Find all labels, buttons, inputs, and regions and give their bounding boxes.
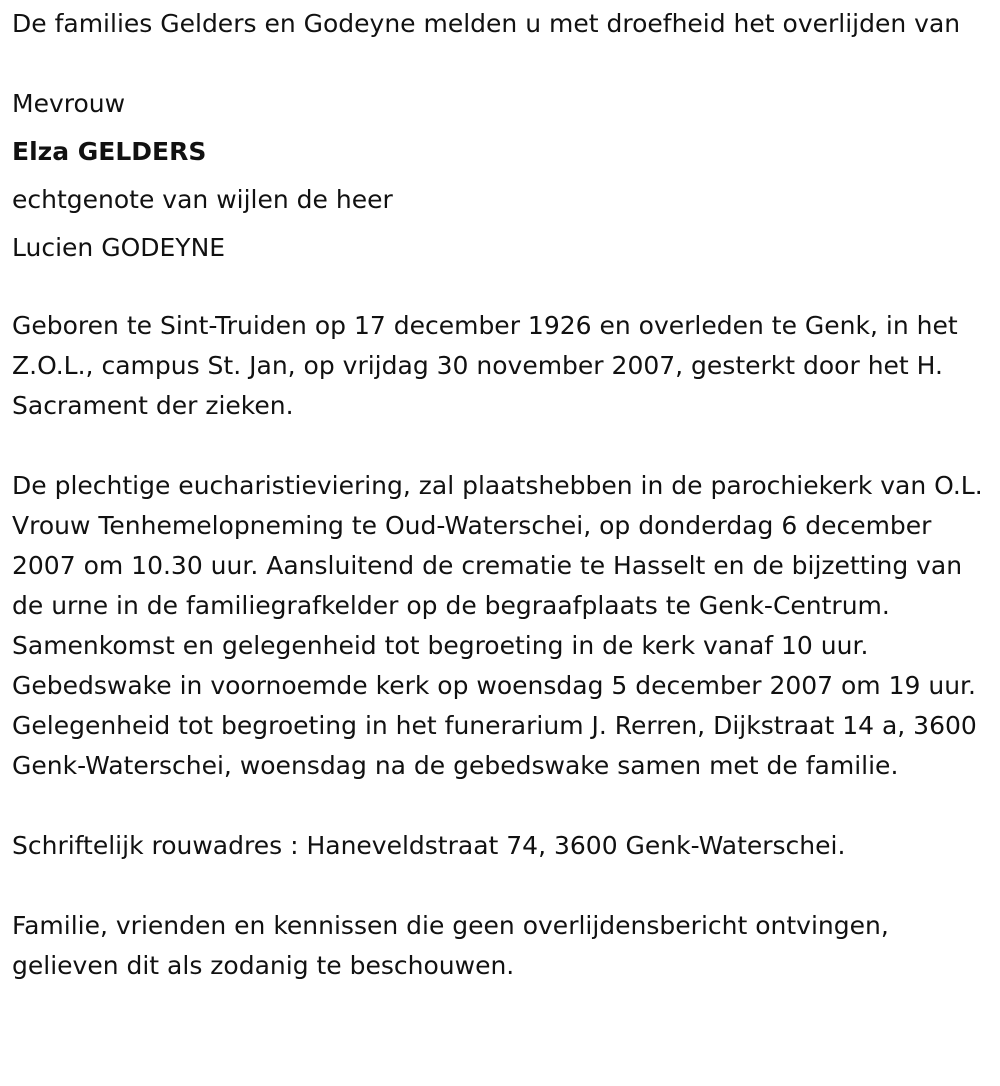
- ceremony-paragraph: De plechtige eucharistieviering, zal plaatshebben in de parochiekerk van O.L. Vrouw Tenhemelopneming te Oud-Waterschei, op donderdag 6 december 2007 om 10.30 uur. Aansluitend de crematie te Hasselt en de bijzetting van de urne in de familiegrafkelder op de begraafplaats te Genk-Centrum. Samenkomst en gelegenheid tot begroeting in de kerk vanaf 10 uur. Gebedswake in voornoemde kerk op woensdag 5 december 2007 om 19 uur. Gelegenheid tot begroeting in het funerarium J. Rerren, Dijkstraat 14 a, 3600 Genk-Waterschei, woensdag na de gebedswake samen met de familie.: [12, 471, 983, 780]
- spacer: [12, 44, 987, 84]
- spouse-name: Lucien GODEYNE: [12, 233, 226, 262]
- spacer: [12, 276, 987, 306]
- closing-paragraph: Familie, vrienden en kennissen die geen overlijdensbericht ontvingen, gelieven dit als zodanig te beschouwen.: [12, 911, 889, 980]
- intro-text: De families Gelders en Godeyne melden u met droefheid het overlijden van: [12, 9, 961, 38]
- spacer: [12, 786, 987, 826]
- deceased-name: Elza GELDERS: [12, 137, 207, 166]
- relation-text: echtgenote van wijlen de heer: [12, 185, 393, 214]
- spacer: [12, 426, 987, 466]
- birth-death-paragraph: Geboren te Sint-Truiden op 17 december 1926 en overleden te Genk, in het Z.O.L., campus St. Jan, op vrijdag 30 november 2007, gesterkt door het H. Sacrament der zieken.: [12, 311, 958, 420]
- salutation: Mevrouw: [12, 89, 126, 118]
- spacer: [12, 866, 987, 906]
- address-paragraph: Schriftelijk rouwadres : Haneveldstraat 74, 3600 Genk-Waterschei.: [12, 831, 846, 860]
